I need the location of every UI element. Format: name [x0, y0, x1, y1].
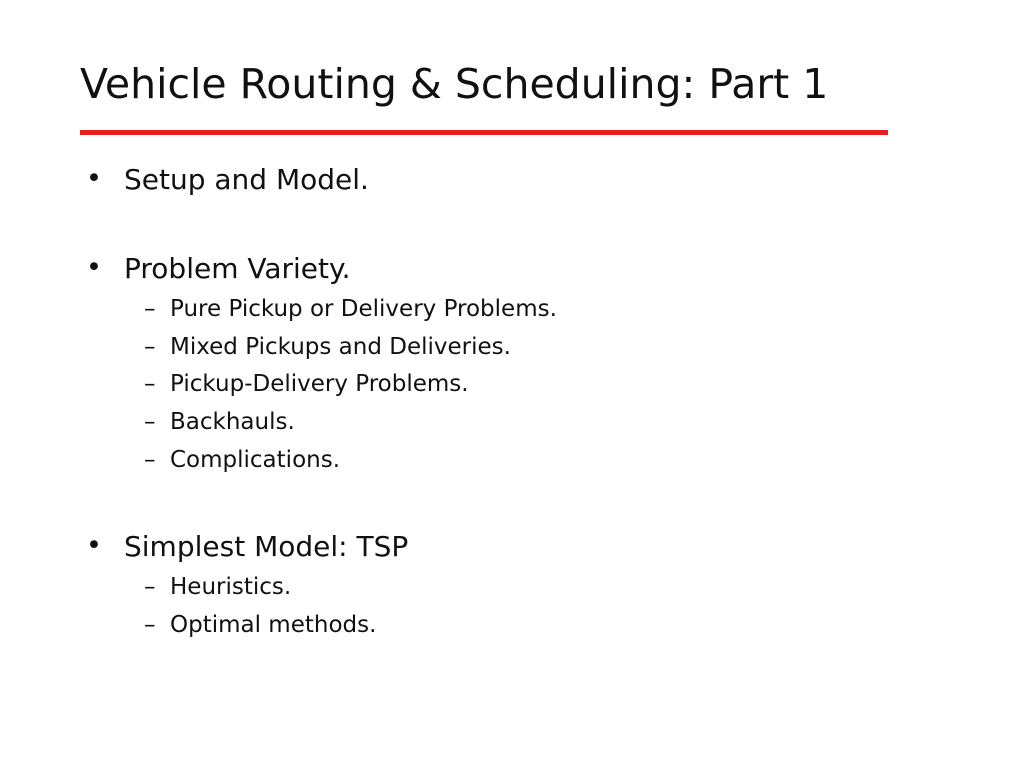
- bullet-item-simplest-model: [86, 530, 408, 563]
- sub-text: Complications.: [170, 447, 341, 473]
- sub-item-mixed-pickups: [144, 334, 511, 360]
- bullet-text: Setup and Model.: [124, 163, 369, 196]
- sub-marker: –: [144, 334, 156, 360]
- sub-marker: –: [144, 574, 156, 600]
- bullet-item-problem-variety: [86, 252, 351, 285]
- sub-text: Pickup-Delivery Problems.: [170, 371, 469, 397]
- sub-item-pickup-delivery: [144, 371, 469, 397]
- sub-item-heuristics: [144, 574, 291, 600]
- sub-text: Backhauls.: [170, 409, 295, 435]
- bullet-marker: •: [86, 530, 102, 561]
- sub-text: Mixed Pickups and Deliveries.: [170, 334, 511, 360]
- sub-item-backhauls: [144, 409, 295, 435]
- sub-text: Heuristics.: [170, 574, 292, 600]
- bullet-text: Problem Variety.: [124, 252, 351, 285]
- sub-marker: –: [144, 447, 156, 473]
- bullet-marker: •: [86, 252, 102, 283]
- bullet-item-setup: [86, 163, 369, 196]
- title-underline: [80, 130, 888, 135]
- bullet-text: Simplest Model: TSP: [124, 530, 409, 563]
- sub-marker: –: [144, 371, 156, 397]
- sub-marker: –: [144, 409, 156, 435]
- slide-title: Vehicle Routing & Scheduling: Part 1: [80, 60, 829, 108]
- sub-item-complications: [144, 447, 340, 473]
- sub-item-pure-pickup: [144, 296, 557, 322]
- sub-item-optimal-methods: [144, 612, 376, 638]
- bullet-marker: •: [86, 163, 102, 194]
- sub-marker: –: [144, 296, 156, 322]
- sub-marker: –: [144, 612, 156, 638]
- sub-text: Optimal methods.: [170, 612, 377, 638]
- sub-text: Pure Pickup or Delivery Problems.: [170, 296, 557, 322]
